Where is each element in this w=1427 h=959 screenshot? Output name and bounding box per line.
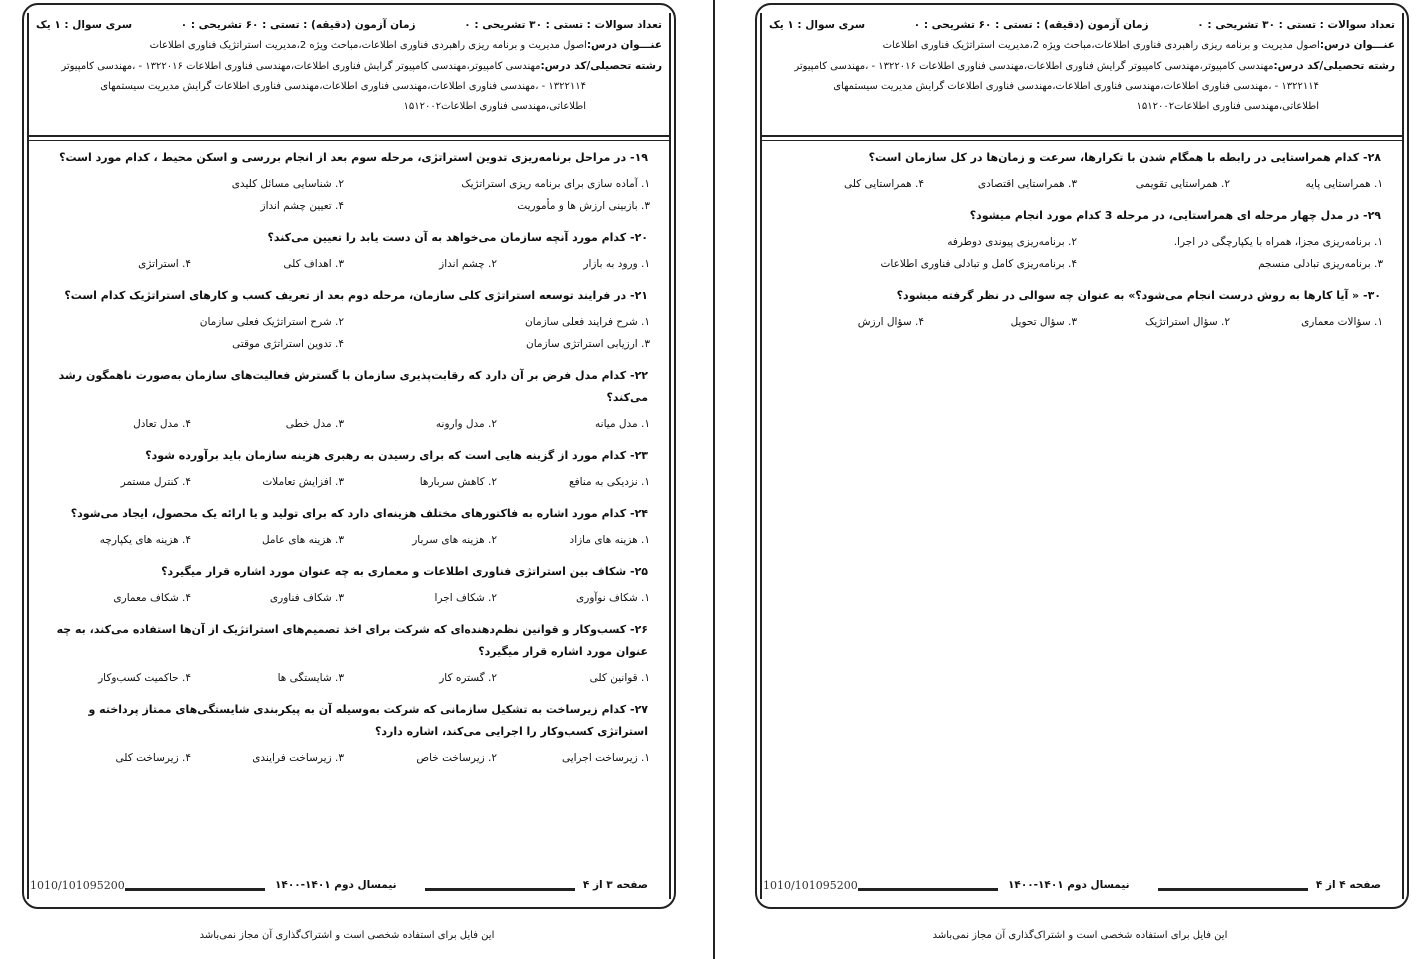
- option-2: ۲. شرح استراتژیک فعلی سازمان: [199, 316, 344, 328]
- option-3: ۳. بازبینی ارزش ها و مأموریت: [517, 200, 650, 212]
- option-1: ۱. آماده سازی برای برنامه ریزی استراتژیک: [461, 178, 650, 190]
- question-text: ۳۰- « آیا کارها به روش درست انجام می‌شود؟» به عنوان چه سوالی در نظر گرفته میشود؟: [896, 289, 1381, 302]
- field-value-line1: مهندسی کامپیوتر،مهندسی کامپیوتر گرایش فناوری اطلاعات،مهندسی فناوری اطلاعات ۱۳۲۲۰۱۶ - ،مهندسی کامپیوتر: [794, 61, 1274, 72]
- option-1: ۱. ورود به بازار: [583, 258, 650, 270]
- page-border-inner-right: [669, 13, 671, 899]
- option-3: ۳. ارزیابی استراتژی سازمان: [526, 338, 650, 350]
- option-1: ۱. سؤالات معماری: [1301, 316, 1383, 328]
- option-3: ۳. اهداف کلی: [283, 258, 344, 270]
- question-19: [38, 147, 662, 217]
- footer-rule: [858, 888, 998, 891]
- option-3: ۳. برنامه‌ریزی تبادلی منسجم: [1258, 258, 1383, 270]
- option-2: ۲. مدل وارونه: [435, 418, 497, 430]
- option-2: ۲. هزینه های سربار: [412, 534, 497, 546]
- question-text: ۲۴- کدام مورد اشاره به فاکتورهای مختلف هزینه‌ای دارد که برای تولید و یا ارائه یک محصول، ایجاد می‌شود؟: [70, 507, 648, 520]
- question-list: [771, 147, 1395, 343]
- option-3: ۳. شایستگی ها: [277, 672, 344, 684]
- question-text: ۲۳- کدام مورد از گزینه هایی است که برای رسیدن به رهبری هزینه سازمان باید برآورده شود؟: [145, 449, 648, 462]
- exam-page-4: [755, 3, 1409, 909]
- option-4: ۴. کنترل مستمر: [120, 476, 191, 488]
- question-text: ۲۰- کدام مورد آنچه سازمان می‌خواهد به آن دست یابد را تعیین می‌کند؟: [267, 231, 648, 244]
- exam-code: 1010/101095200: [763, 879, 858, 892]
- semester-label: نیمسال دوم ۱۴۰۱-۱۴۰۰: [275, 879, 397, 891]
- option-3: ۳. شکاف فناوری: [269, 592, 344, 604]
- option-3: ۳. همراستایی اقتصادی: [977, 178, 1077, 190]
- option-2: ۲. همراستایی تقویمی: [1135, 178, 1230, 190]
- option-1: ۱. شرح فرایند فعلی سازمان: [525, 316, 650, 328]
- page-number: صفحه ۴ از ۴: [1315, 879, 1381, 891]
- field-value-line2: ۱۳۲۲۱۱۴ - ،مهندسی فناوری اطلاعات،مهندسی فناوری اطلاعات،مهندسی فناوری اطلاعات گرایش مدیریت سیستمهای: [100, 81, 586, 92]
- question-30: [771, 285, 1395, 333]
- question-28: [771, 147, 1395, 195]
- course-title-value: اصول مدیریت و برنامه ریزی راهبردی فناوری اطلاعات،مباحث ویژه 2،مدیریت استراتژیک فناوری اطلاعات: [149, 40, 587, 51]
- option-4: ۴. برنامه‌ریزی کامل و تبادلی فناوری اطلاعات: [880, 258, 1077, 270]
- page-footer: [30, 879, 668, 899]
- page-number: صفحه ۳ از ۴: [582, 879, 648, 891]
- option-3: ۳. هزینه های عامل: [261, 534, 344, 546]
- exam-header: [32, 15, 666, 133]
- option-3: ۳. سؤال تحویل: [1010, 316, 1077, 328]
- option-1: ۱. شکاف نوآوری: [576, 592, 650, 604]
- page-border-inner-left: [27, 13, 29, 899]
- footer-rule: [125, 888, 265, 891]
- option-4: ۴. مدل تعادل: [133, 418, 191, 430]
- question-series-label: سری سوال : ۱ یک: [36, 19, 133, 31]
- course-title-value: اصول مدیریت و برنامه ریزی راهبردی فناوری اطلاعات،مباحث ویژه 2،مدیریت استراتژیک فناوری اطلاعات: [882, 40, 1320, 51]
- option-1: ۱. قوانین کلی: [589, 672, 650, 684]
- exam-page-3: [22, 3, 676, 909]
- option-3: ۳. افزایش تعاملات: [262, 476, 344, 488]
- copyright-notice: این فایل برای استفاده شخصی است و اشتراک‌گذاری آن مجاز نمی‌باشد: [199, 930, 495, 941]
- exam-header: [765, 15, 1399, 133]
- question-29: [771, 205, 1395, 275]
- question-21: [38, 285, 662, 355]
- footer-rule: [425, 888, 575, 891]
- question-26: [38, 619, 662, 689]
- field-label: رشته تحصیلی/کد درس:: [540, 60, 662, 72]
- exam-code: 1010/101095200: [30, 879, 125, 892]
- question-series-label: سری سوال : ۱ یک: [769, 19, 866, 31]
- footer-rule: [1158, 888, 1308, 891]
- page-border-inner-right: [1402, 13, 1404, 899]
- page-border-inner-left: [760, 13, 762, 899]
- question-22: [38, 365, 662, 435]
- option-4: ۴. حاکمیت کسب‌وکار: [98, 672, 191, 684]
- course-title-label: عنـــوان درس:: [1319, 39, 1395, 51]
- semester-label: نیمسال دوم ۱۴۰۱-۱۴۰۰: [1008, 879, 1130, 891]
- question-text: ۲۵- شکاف بین استراتژی فناوری اطلاعات و معماری به چه عنوان مورد اشاره قرار میگیرد؟: [161, 565, 648, 578]
- question-text: ۲۶- کسب‌وکار و قوانین نظم‌دهنده‌ای که شرکت برای اخذ تصمیم‌های استراتژیک از آن‌ها استفاده می‌کند، به چه عنوان مورد اشاره قرار میگیرد؟: [56, 623, 648, 658]
- option-2: ۲. کاهش سربارها: [419, 476, 497, 488]
- option-1: ۱. برنامه‌ریزی مجزا، همراه با یکپارچگی در اجرا.: [1173, 236, 1383, 248]
- question-count-label: تعداد سوالات : تستی : ۳۰ تشریحی : ۰: [464, 19, 662, 31]
- question-27: [38, 699, 662, 769]
- option-4: ۴. شکاف معماری: [113, 592, 191, 604]
- question-text: ۱۹- در مراحل برنامه‌ریزی تدوین استراتژی، مرحله سوم بعد از انجام بررسی و اسکن محیط ، کدام مورد است؟: [59, 151, 648, 164]
- header-separator: [761, 135, 1403, 141]
- field-value-line3: اطلاعاتی،مهندسی فناوری اطلاعات۱۵۱۲۰۰۲: [403, 101, 586, 112]
- question-text: ۲۸- کدام همراستایی در رابطه با همگام شدن با تکرارها، سرعت و زمان‌ها در کل سازمان است؟: [868, 151, 1381, 164]
- question-count-label: تعداد سوالات : تستی : ۳۰ تشریحی : ۰: [1197, 19, 1395, 31]
- question-text: ۲۷- کدام زیرساخت به تشکیل سازمانی که شرکت به‌وسیله آن به پیکربندی شایستگی‌های ممتاز پرداخته و استراتژی کسب‌وکار را اجرایی می‌کند، اشاره دارد؟: [88, 703, 648, 738]
- question-list: [38, 147, 662, 779]
- field-value-line2: ۱۳۲۲۱۱۴ - ،مهندسی فناوری اطلاعات،مهندسی فناوری اطلاعات،مهندسی فناوری اطلاعات گرایش مدیریت سیستمهای: [833, 81, 1319, 92]
- option-4: ۴. تدوین استراتژی موقتی: [232, 338, 344, 350]
- field-value-line1: مهندسی کامپیوتر،مهندسی کامپیوتر گرایش فناوری اطلاعات،مهندسی فناوری اطلاعات ۱۳۲۲۰۱۶ - ،مهندسی کامپیوتر: [61, 61, 541, 72]
- option-3: ۳. مدل خطی: [285, 418, 344, 430]
- question-text: ۲۱- در فرایند توسعه استراتژی کلی سازمان، مرحله دوم بعد از تعریف کسب و کارهای استراتژیک کدام است؟: [64, 289, 648, 302]
- option-2: ۲. چشم انداز: [439, 258, 497, 270]
- question-25: [38, 561, 662, 609]
- center-divider: [713, 0, 715, 959]
- option-4: ۴. همراستایی کلی: [843, 178, 924, 190]
- option-1: ۱. مدل میانه: [595, 418, 650, 430]
- option-1: ۱. نزدیکی به منافع: [568, 476, 650, 488]
- question-text: ۲۲- کدام مدل فرض بر آن دارد که رقابت‌پذیری سازمان با گسترش فعالیت‌های سازمان به‌صورت ناهمگون رشد می‌کند؟: [58, 369, 648, 404]
- question-24: [38, 503, 662, 551]
- option-4: ۴. هزینه های یکپارچه: [99, 534, 191, 546]
- page-footer: [763, 879, 1401, 899]
- option-4: ۴. تعیین چشم انداز: [260, 200, 344, 212]
- option-1: ۱. همراستایی پایه: [1305, 178, 1383, 190]
- field-value-line3: اطلاعاتی،مهندسی فناوری اطلاعات۱۵۱۲۰۰۲: [1136, 101, 1319, 112]
- option-1: ۱. زیرساخت اجرایی: [561, 752, 650, 764]
- option-2: ۲. سؤال استراتژیک: [1144, 316, 1230, 328]
- option-2: ۲. شکاف اجرا: [434, 592, 497, 604]
- question-text: ۲۹- در مدل چهار مرحله ای همراستایی، در مرحله 3 کدام مورد انجام میشود؟: [969, 209, 1381, 222]
- question-20: [38, 227, 662, 275]
- option-2: ۲. زیرساخت خاص: [416, 752, 497, 764]
- option-2: ۲. شناسایی مسائل کلیدی: [231, 178, 344, 190]
- exam-time-label: زمان آزمون (دقیقه) : تستی : ۶۰ تشریحی : ۰: [180, 19, 416, 31]
- option-4: ۴. استراتژی: [138, 258, 191, 270]
- course-title-label: عنـــوان درس:: [586, 39, 662, 51]
- copyright-notice: این فایل برای استفاده شخصی است و اشتراک‌گذاری آن مجاز نمی‌باشد: [932, 930, 1228, 941]
- option-1: ۱. هزینه های مازاد: [569, 534, 650, 546]
- option-4: ۴. زیرساخت کلی: [115, 752, 191, 764]
- exam-time-label: زمان آزمون (دقیقه) : تستی : ۶۰ تشریحی : ۰: [913, 19, 1149, 31]
- option-2: ۲. گستره کار: [439, 672, 497, 684]
- header-separator: [28, 135, 670, 141]
- question-23: [38, 445, 662, 493]
- option-2: ۲. برنامه‌ریزی پیوندی دوطرفه: [947, 236, 1077, 248]
- option-3: ۳. زیرساخت فرایندی: [252, 752, 344, 764]
- option-4: ۴. سؤال ارزش: [857, 316, 924, 328]
- field-label: رشته تحصیلی/کد درس:: [1273, 60, 1395, 72]
